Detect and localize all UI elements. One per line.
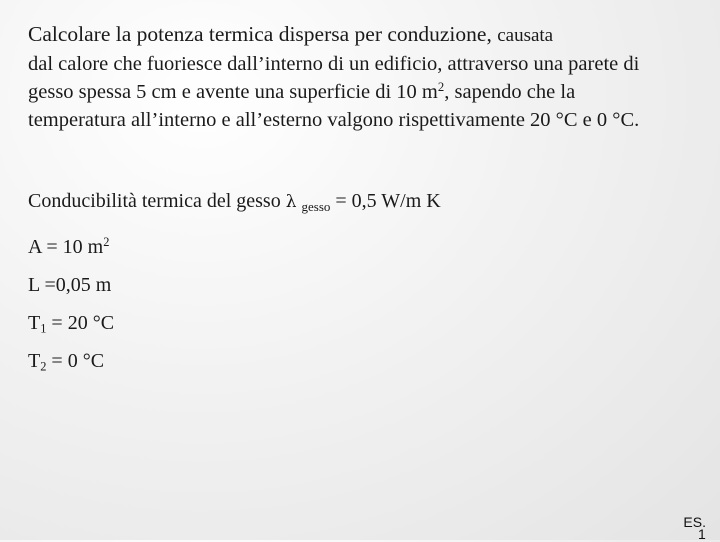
conductivity-subscript: gesso bbox=[301, 199, 331, 214]
conductivity-value: = 0,5 W/m K bbox=[335, 190, 441, 212]
thermal-conductivity bbox=[28, 187, 698, 221]
problem-line-1-main: Calcolare la potenza termica dispersa per conduzione, bbox=[28, 22, 492, 46]
problem-line-1 bbox=[28, 20, 698, 50]
t1-subscript: 1 bbox=[40, 321, 47, 336]
t1-symbol: T bbox=[28, 312, 41, 334]
exercise-number: 1 bbox=[698, 526, 706, 542]
temperature-t2 bbox=[28, 347, 698, 375]
exercise-label: ES. bbox=[683, 514, 706, 530]
exercise-footer bbox=[683, 514, 706, 542]
problem-line-4: temperatura all’interno e all’esterno valgono rispettivamente 20 °C e 0 °C. bbox=[28, 109, 640, 131]
t2-subscript: 2 bbox=[40, 359, 47, 374]
lambda-symbol: λ bbox=[285, 192, 297, 212]
t2-symbol: T bbox=[28, 350, 41, 372]
problem-line-1-tail: causata bbox=[497, 25, 554, 46]
problem-line-2: dal calore che fuoriesce dall’interno di un edificio, attraverso una parete di bbox=[28, 53, 640, 75]
given-data bbox=[28, 187, 698, 385]
problem-statement bbox=[28, 20, 698, 134]
area-value bbox=[28, 233, 698, 261]
area-value-exponent: 2 bbox=[103, 235, 110, 250]
problem-line-3 bbox=[28, 78, 698, 106]
area-exponent: 2 bbox=[437, 80, 445, 95]
thickness-value: L =0,05 m bbox=[28, 274, 112, 296]
area-label: A = 10 m bbox=[28, 236, 104, 258]
t2-value: = 0 °C bbox=[46, 350, 105, 372]
problem-line-3-post: , sapendo che la bbox=[444, 81, 576, 103]
temperature-t1 bbox=[28, 309, 698, 337]
conductivity-label: Conducibilità termica del gesso bbox=[28, 190, 281, 212]
problem-line-3-pre: gesso spessa 5 cm e avente una superficie di 10 m bbox=[28, 81, 438, 103]
t1-value: = 20 °C bbox=[46, 312, 115, 334]
